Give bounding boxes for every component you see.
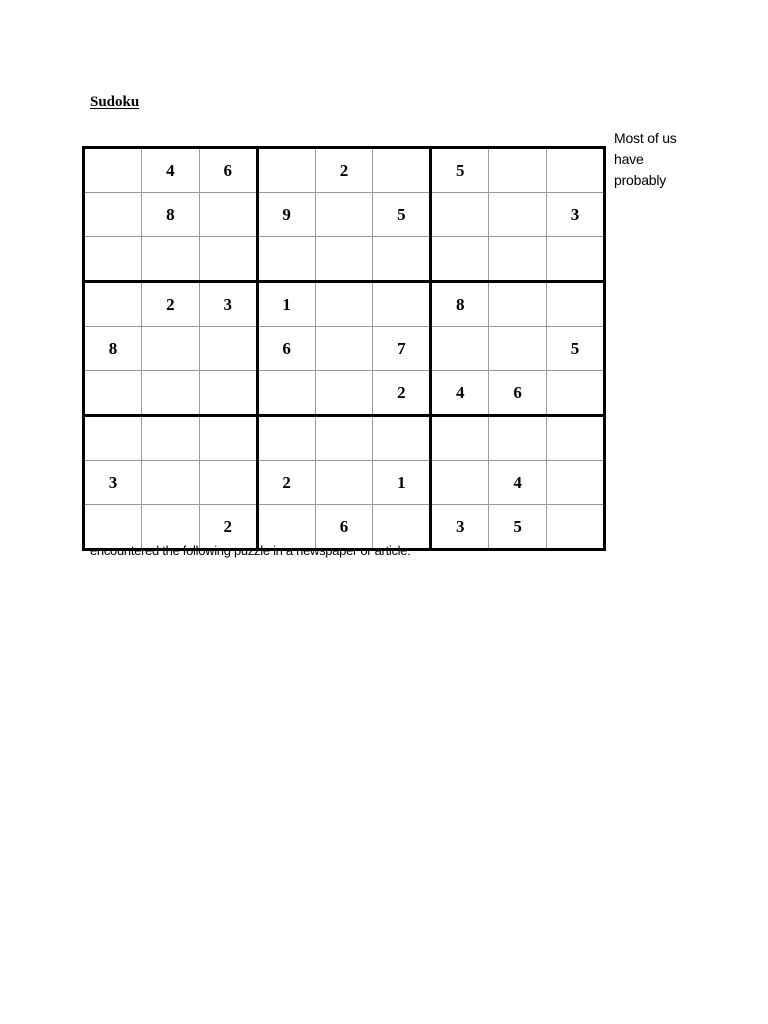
sudoku-cell [547,416,605,461]
sudoku-cell [547,282,605,327]
sudoku-cell [315,237,373,282]
sudoku-cell [489,282,547,327]
sudoku-cell [257,371,315,416]
sudoku-cell [315,461,373,505]
sudoku-cell [84,416,142,461]
sudoku-cell [84,148,142,193]
sudoku-cell: 5 [373,193,431,237]
sudoku-cell [489,416,547,461]
sudoku-cell: 4 [431,371,489,416]
sudoku-cell [199,371,257,416]
document-title: Sudoku [90,94,140,110]
sudoku-cell [199,461,257,505]
sudoku-cell [373,416,431,461]
sudoku-cell [257,148,315,193]
sudoku-cell [547,371,605,416]
sudoku-row [84,327,605,371]
sudoku-cell: 3 [547,193,605,237]
sudoku-cell [489,237,547,282]
sudoku-cell [84,193,142,237]
sudoku-cell: 2 [257,461,315,505]
sudoku-cell: 9 [257,193,315,237]
sudoku-cell [547,148,605,193]
sudoku-cell: 4 [489,461,547,505]
sudoku-cell: 4 [141,148,199,193]
sudoku-cell: 5 [547,327,605,371]
sudoku-cell [199,416,257,461]
sudoku-cell: 5 [489,505,547,550]
sudoku-grid [82,146,606,551]
sudoku-cell [489,148,547,193]
sudoku-cell [547,237,605,282]
sudoku-cell: 1 [257,282,315,327]
sudoku-cell [547,505,605,550]
sudoku-cell [373,148,431,193]
sudoku-cell [141,416,199,461]
sudoku-cell: 8 [431,282,489,327]
sudoku-cell [141,371,199,416]
sudoku-cell [84,237,142,282]
sudoku-cell [199,193,257,237]
sudoku-cell: 2 [315,148,373,193]
sudoku-cell: 1 [373,461,431,505]
side-text: Most of us have probably [614,130,677,188]
sudoku-cell [431,416,489,461]
sudoku-cell [489,327,547,371]
sudoku-cell [315,327,373,371]
sudoku-cell [199,237,257,282]
sudoku-row [84,148,605,193]
sudoku-cell [141,461,199,505]
sudoku-cell [141,327,199,371]
sudoku-cell: 3 [431,505,489,550]
sudoku-row [84,237,605,282]
sudoku-row [84,416,605,461]
sudoku-cell [199,327,257,371]
sudoku-cell [489,193,547,237]
sudoku-cell [257,416,315,461]
sudoku-cell [431,193,489,237]
sudoku-cell: 2 [141,282,199,327]
sudoku-cell [373,282,431,327]
sudoku-cell [315,193,373,237]
sudoku-cell: 3 [84,461,142,505]
sudoku-cell: 8 [141,193,199,237]
sudoku-cell [431,327,489,371]
sudoku-cell [315,282,373,327]
sudoku-cell: 3 [199,282,257,327]
sudoku-cell: 8 [84,327,142,371]
sudoku-cell: 6 [199,148,257,193]
sudoku-cell [257,237,315,282]
sudoku-cell: 2 [199,505,257,550]
sudoku-row [84,371,605,416]
sudoku-cell: 6 [489,371,547,416]
sudoku-row [84,282,605,327]
sudoku-cell [431,461,489,505]
sudoku-cell [373,237,431,282]
sudoku-cell: 5 [431,148,489,193]
sudoku-cell: 6 [257,327,315,371]
sudoku-row [84,193,605,237]
sudoku-cell [315,416,373,461]
sudoku-cell [84,282,142,327]
sudoku-cell [431,237,489,282]
sudoku-cell [547,461,605,505]
sudoku-row [84,461,605,505]
body-text: encountered the following puzzle in a newspaper or article: [90,543,411,558]
sudoku-cell: 6 [315,505,373,550]
sudoku-cell [141,237,199,282]
sudoku-cell: 7 [373,327,431,371]
sudoku-cell: 2 [373,371,431,416]
sudoku-cell [315,371,373,416]
sudoku-cell [84,371,142,416]
